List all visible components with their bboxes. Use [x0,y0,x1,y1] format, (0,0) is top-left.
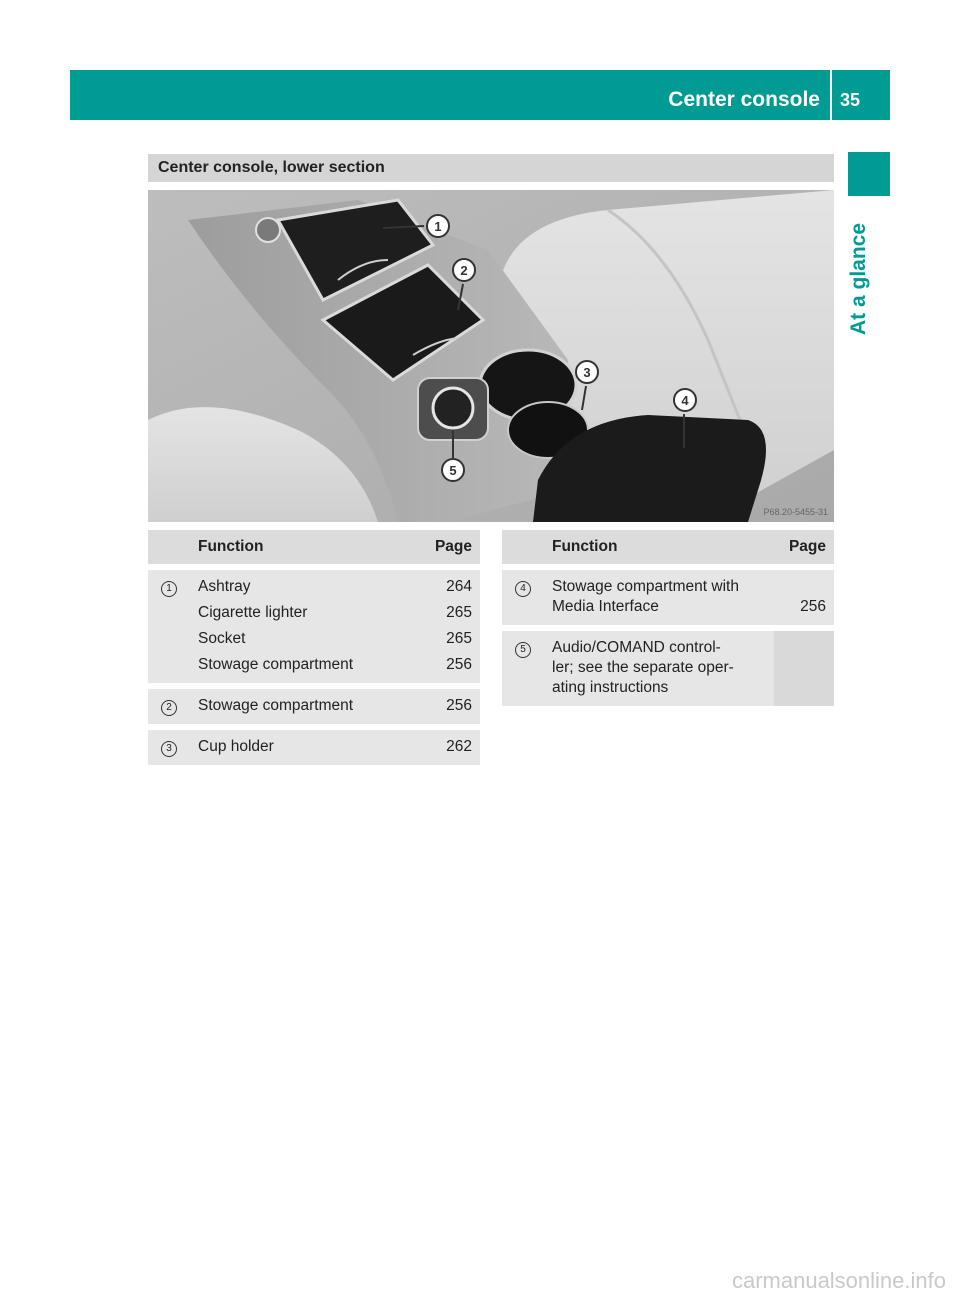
page-ref: 256 [411,652,480,686]
table-row [502,567,834,628]
callout-ref-3: 3 [161,741,177,757]
section-title: Center console, lower section [158,159,385,176]
header-title: Center console [668,88,820,111]
table-row [148,626,480,652]
function-cell: Cigarette lighter [190,600,411,626]
function-table-left [148,530,480,771]
callout-ref-4: 4 [515,581,531,597]
function-cell [544,567,774,628]
col-page: Page [411,530,480,567]
callout-1 [427,215,449,237]
watermark: carmanualsonline.info [731,1268,946,1293]
callout-ref-1: 1 [161,581,177,597]
page-ref: 262 [411,727,480,768]
page-ref [774,628,834,709]
function-table-right [502,530,834,712]
function-cell: Ashtray [190,567,411,600]
function-cell: Cup holder [190,727,411,768]
col-page: Page [774,530,834,567]
table-row [148,686,480,727]
table-row [502,628,834,709]
header-divider [830,70,832,120]
dash-knob [256,218,280,242]
page-ref: 265 [411,600,480,626]
section-title-bar [148,154,834,182]
callout-4 [674,389,696,411]
table-row [148,600,480,626]
callout-ref-2: 2 [161,700,177,716]
callout-3 [576,361,598,383]
callout-2 [453,259,475,281]
page-ref: 256 [411,686,480,727]
function-cell [544,628,774,709]
svg-text:1: 1 [434,219,442,234]
function-line: Stowage compartment with [552,578,739,595]
svg-text:4: 4 [681,393,689,408]
page-ref: 256 [774,567,834,628]
header-bar [70,70,890,120]
page-ref: 264 [411,567,480,600]
function-line: ler; see the separate oper- [552,659,734,676]
svg-text:5: 5 [449,463,457,478]
function-cell: Stowage compartment [190,686,411,727]
callout-5 [442,459,464,481]
page-number: 35 [840,90,861,110]
function-cell: Stowage compartment [190,652,411,686]
col-function: Function [190,530,411,567]
svg-text:3: 3 [583,365,591,380]
function-line: Media Interface [552,598,659,615]
photo-code: P68.20-5455-31 [763,507,828,517]
center-console-photo [148,190,834,522]
col-function: Function [544,530,774,567]
svg-text:2: 2 [460,263,468,278]
page-ref: 265 [411,626,480,652]
side-label: At a glance [847,222,870,335]
function-cell: Socket [190,626,411,652]
table-row [148,652,480,686]
function-line: Audio/COMAND control- [552,639,721,656]
function-line: ating instructions [552,679,669,696]
controller-knob [433,388,473,428]
col-num [502,530,544,567]
col-num [148,530,190,567]
table-row [148,727,480,768]
table-row [148,567,480,600]
callout-ref-5: 5 [515,642,531,658]
